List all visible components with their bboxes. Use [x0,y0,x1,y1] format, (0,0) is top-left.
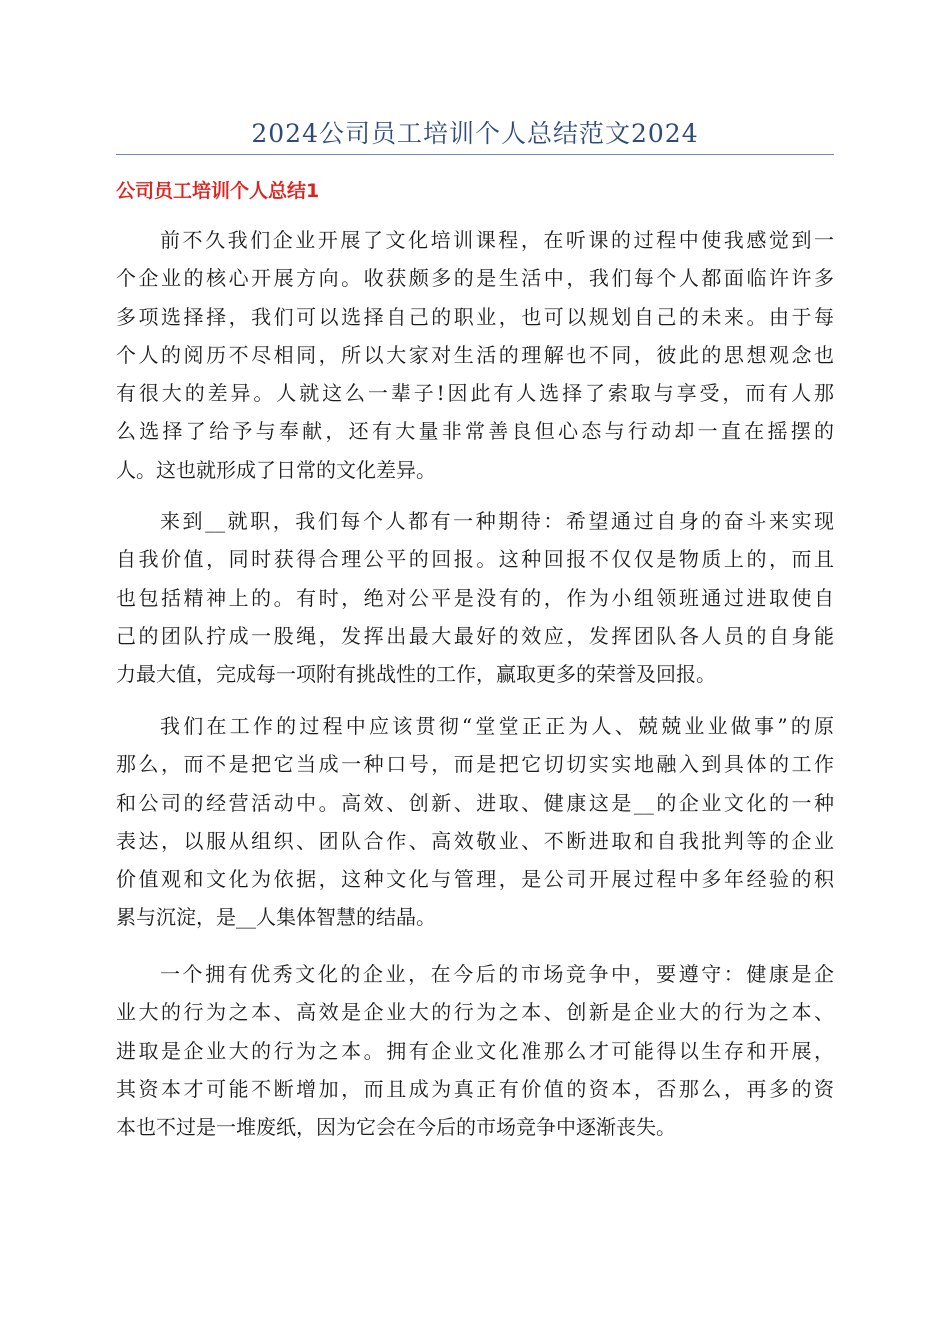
paragraph-line: 价值观和文化为依据，这种文化与管理，是公司开展过程中多年经验的积 [116,867,834,892]
paragraph-line: 个企业的核心开展方向。收获颇多的是生活中，我们每个人都面临许许多 [116,266,834,291]
document-title: 2024公司员工培训个人总结范文2024 [251,119,699,148]
paragraph-line: 力最大值，完成每一项附有挑战性的工作，赢取更多的荣誉及回报。 [116,662,716,687]
paragraph-line: 累与沉淀，是__人集体智慧的结晶。 [116,905,436,930]
paragraph-line: 来到__就职，我们每个人都有一种期待：希望通过自身的奋斗来实现 [160,509,834,533]
section-heading: 公司员工培训个人总结1 [116,180,320,202]
paragraph-line: 么选择了给予与奉献，还有大量非常善良但心态与行动却一直在摇摆的 [116,419,834,444]
title-underline [116,154,834,155]
paragraph-line: 有很大的差异。人就这么一辈子!因此有人选择了索取与享受，而有人那 [116,381,834,406]
paragraph-line: 多项选择择，我们可以选择自己的职业，也可以规划自己的未来。由于每 [116,304,834,329]
paragraph-4 [116,955,834,1146]
paragraph-2 [116,502,834,693]
paragraph-line: 人。这也就形成了日常的文化差异。 [116,457,436,482]
paragraph-line: 我们在工作的过程中应该贯彻“堂堂正正为人、兢兢业业做事”的原 [160,714,834,738]
paragraph-line: 和公司的经营活动中。高效、创新、进取、健康这是__的企业文化的一种 [116,790,834,815]
paragraph-line: 一个拥有优秀文化的企业，在今后的市场竞争中，要遵守：健康是企 [160,962,834,986]
paragraph-1 [116,221,834,489]
paragraph-line: 本也不过是一堆废纸，因为它会在今后的市场竞争中逐渐丧失。 [116,1115,676,1140]
paragraph-line: 表达，以服从组织、团队合作、高效敬业、不断进取和自我批判等的企业 [116,828,834,853]
paragraph-line: 自我价值，同时获得合理公平的回报。这种回报不仅仅是物质上的，而且 [116,547,834,572]
paragraph-line: 业大的行为之本、高效是企业大的行为之本、创新是企业大的行为之本、 [116,1000,834,1025]
paragraph-line: 其资本才可能不断增加，而且成为真正有价值的资本，否那么，再多的资 [116,1076,834,1101]
paragraph-3 [116,707,834,937]
paragraph-line: 那么，而不是把它当成一种口号，而是把它切切实实地融入到具体的工作 [116,752,834,777]
paragraph-line: 个人的阅历不尽相同，所以大家对生活的理解也不同，彼此的思想观念也 [116,342,834,367]
paragraph-line: 前不久我们企业开展了文化培训课程，在听课的过程中使我感觉到一 [160,228,834,252]
paragraph-line: 己的团队拧成一股绳，发挥出最大最好的效应，发挥团队各人员的自身能 [116,623,834,648]
paragraph-line: 也包括精神上的。有时，绝对公平是没有的，作为小组领班通过进取使自 [116,585,834,610]
paragraph-line: 进取是企业大的行为之本。拥有企业文化准那么才可能得以生存和开展， [116,1038,834,1063]
